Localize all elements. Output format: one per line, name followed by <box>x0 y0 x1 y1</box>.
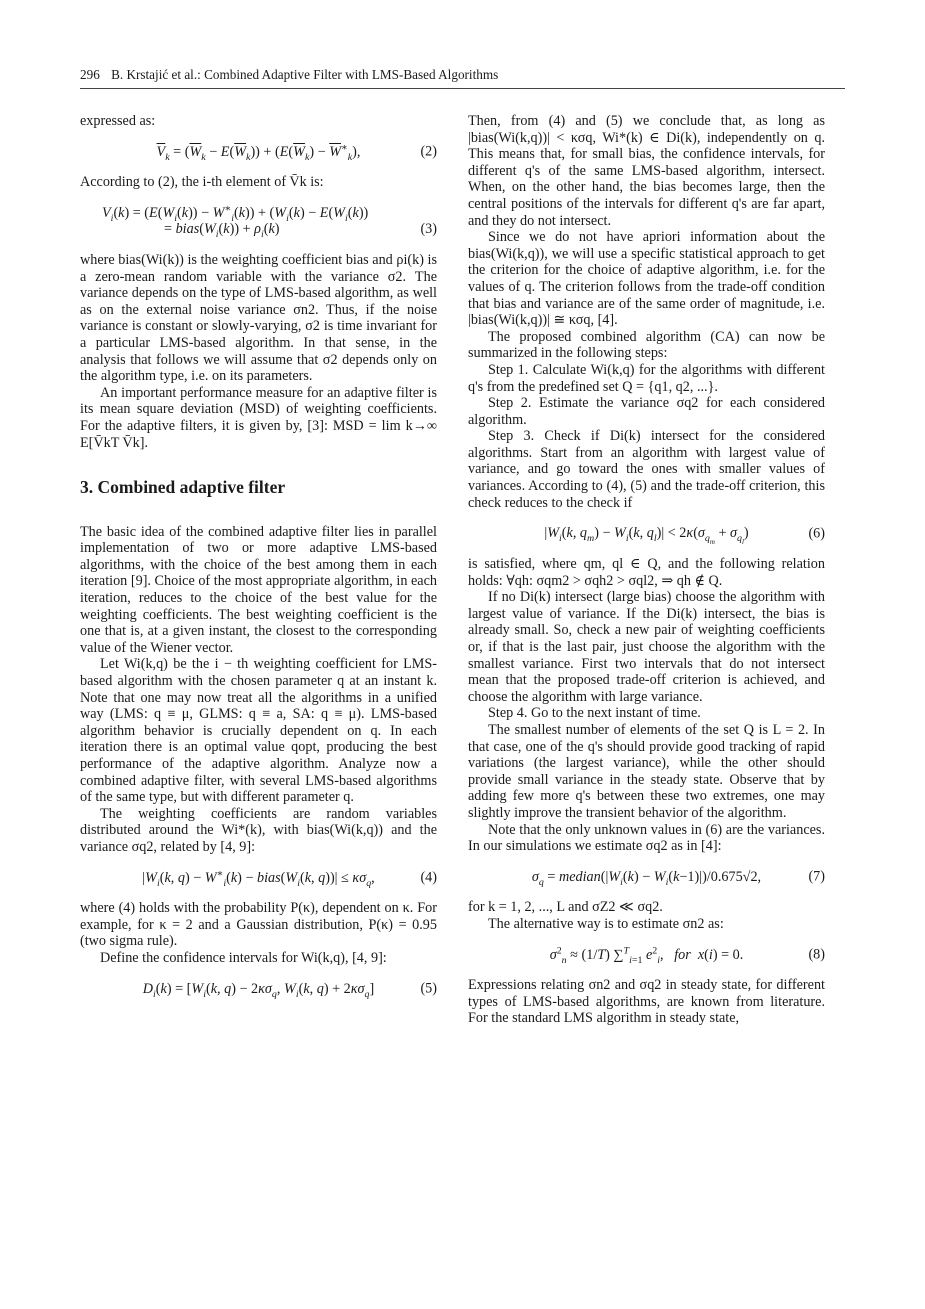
equation-2: $\overline{V}_k = (\overline{W}_k - E(\overline{W}_k)) + (E(\overline{W}_k) - \overline{W}^∗_k)$, (2) <box>156 141 437 163</box>
paragraph: The weighting coefficients are random variables distributed around the Wi*(k), with bias(Wi(k,q)) and the variance σq2, related by [4, 9]: <box>80 805 437 855</box>
left-column <box>80 113 437 1011</box>
equation-number: (3) <box>420 221 437 238</box>
equation-8: $\sigma^2_n \approx (1/T)$ ∑$^T_{i=1}$ $e^2_i$, for x(i) = 0. (8) <box>549 944 825 966</box>
paragraph: for k = 1, 2, ..., L and σZ2 ≪ σq2. <box>468 899 663 916</box>
paragraph: Step 3. Check if Di(k) intersect for the considered algorithms. Start from an algorithm with largest value of variance, and go toward the ones with smaller values of variances. According to (4), (5) and the trade-off criterion, this check reduces to the check if <box>468 428 825 511</box>
equation-number: (2) <box>420 143 437 160</box>
equation-4: $|W_i(k$, $q) - W^∗_i(k)$ − $bias(W_i(k$, $q))| \le \kappa\sigma_q$, (4) <box>142 867 437 889</box>
paragraph: If no Di(k) intersect (large bias) choose the algorithm with largest value of variance. If the Di(k) intersect, the bias is already small. So, check a new pair of weighting coefficients or, if that is the last pair, just choose the algorithm with the smallest variance. First two intervals that do not intersect mean that the proposed trade-off criterion is achieved, and choose the algorithm with large variance. <box>468 589 825 705</box>
section-heading: 3. Combined adaptive filter <box>80 477 286 498</box>
paragraph: Define the confidence intervals for Wi(k,q), [4, 9]: <box>100 949 387 966</box>
paragraph: Expressions relating σn2 and σq2 in steady state, for different types of LMS-based algorithms, are known from literature. For the standard LMS algorithm in steady state, <box>468 977 825 1027</box>
paragraph: Let Wi(k,q) be the i − th weighting coefficient for LMS-based algorithm with the chosen parameter q at an instant k. Note that one may now treat all the algorithms in a unified way (LMS: q ≡ μ, GLMS: q ≡ a, SA: q ≡ μ). LMS-based algorithm behavior is crucially dependent on q. In each iteration there is an optimal value qopt, producing the best performance of the adaptive algorithm. Analyze now a combined adaptive filter, with several LMS-based algorithms of the same type, but with different parameter q. <box>80 656 437 806</box>
paragraph: According to (2), the i-th element of V̄k is: <box>80 174 324 191</box>
header-rule <box>80 88 845 89</box>
paragraph: Step 1. Calculate Wi(k,q) for the algorithms with different q's from the predefined set Q = {q1, q2, ...}. <box>468 361 825 395</box>
equation-number: (5) <box>420 980 437 997</box>
paragraph: The alternative way is to estimate σn2 as: <box>488 915 724 932</box>
equation-number: (6) <box>808 525 825 542</box>
equation-number: (8) <box>808 946 825 963</box>
paragraph: Note that the only unknown values in (6) are the variances. In our simulations we estimate σq2 as in [4]: <box>468 821 825 855</box>
paragraph: An important performance measure for an adaptive filter is its mean square deviation (MSD) of weighting coefficients. For the adaptive filters, it is given by, [3]: MSD = lim k→∞ E[V̄kT V̄k]. <box>80 384 437 451</box>
equation-number: (7) <box>808 868 825 885</box>
equation-3: $V_i(k) = (E(W_i(k)) - W^∗_i(k)) + (W_i(k) - E(W_i(k))$ = $bias(W_i(k)) + \rho_i(k)$ (3) <box>102 203 437 241</box>
equation-number: (4) <box>420 869 437 886</box>
paragraph: Step 4. Go to the next instant of time. <box>488 705 701 722</box>
paragraph: The proposed combined algorithm (CA) can now be summarized in the following steps: <box>468 328 825 362</box>
paragraph: Then, from (4) and (5) we conclude that, as long as |bias(Wi(k,q))| < κσq, Wi*(k) ∈ Di(k), independently on q. This means that, for small bias, the confidence intervals, for different q's of the same LMS-based algorithm, intersect. When, on the other hand, the bias becomes large, then the central positions of the intervals for different q's are far apart, and they do not intersect. <box>468 113 825 229</box>
paragraph: The basic idea of the combined adaptive filter lies in parallel implementation of two or more adaptive LMS-based algorithms, with the choice of the best among them in each iteration [9]. Choice of the most appropriate algorithm, in each iteration, reduces to the choice of the best value for the weighting coefficients. The best weighting coefficient is the one that is, at a given instant, the closest to the corresponding value of the Wiener vector. <box>80 523 437 656</box>
paragraph: where bias(Wi(k)) is the weighting coefficient bias and ρi(k) is a zero-mean random variable with the variance σ2. The variance depends on the type of LMS-based algorithm, as well as on the external noise variance σn2. Thus, if the noise variance is constant or slowly-varying, σ2 is time invariant for a particular LMS-based algorithm. In that sense, in the analysis that follows we will assume that σ2 depends only on the algorithm type, i.e. on its parameters. <box>80 251 437 385</box>
equation-5: $D_i(k) = [W_i(k$, $q) - 2\kappa\sigma_q$, $W_i(k$, $q) + 2\kappa\sigma_q$] (5) <box>142 980 437 1000</box>
paragraph: Since we do not have apriori information about the bias(Wi(k,q)), we will use a specific statistical approach to get the criterion for the choice of adaptive algorithm, i.e. for the values of q. The criterion follows from the trade-off condition that bias and variance are of the same order of magnitude, i.e. |bias(Wi(k,q))| ≅ κσq, [4]. <box>468 229 825 329</box>
paragraph: where (4) holds with the probability P(κ), dependent on κ. For example, for κ = 2 and a Gaussian distribution, P(κ) = 0.95 (two sigma rule). <box>80 900 437 950</box>
paragraph: The smallest number of elements of the set Q is L = 2. In that case, one of the q's should provide good tracking of rapid variations (the largest variance), while the other should provide small variance in the steady state. Observe that by adding few more q's between these two extremes, one may slightly improve the transient behavior of the algorithm. <box>468 722 825 821</box>
paragraph: is satisfied, where qm, ql ∈ Q, and the following relation holds: ∀qh: σqm2 > σqh2 > σql2, ⇒ qh ∉ Q. <box>468 556 825 589</box>
right-column <box>468 113 825 1027</box>
equation-7: $\sigma_q$ = $median(|W_i(k) - W_i(k-1)|)/0.675√2$, (7) <box>531 868 825 888</box>
paragraph: expressed as: <box>80 113 156 129</box>
equation-6: $|W_i(k$, $q_m) - W_i(k$, $q_l)| < 2\kappa(\sigma_{q_m} + \sigma_{q_l})$ (6) <box>544 525 825 547</box>
page-number: 296 <box>80 67 100 82</box>
running-header <box>80 67 845 84</box>
running-title: B. Krstajić et al.: Combined Adaptive Filter with LMS-Based Algorithms <box>111 67 499 82</box>
paragraph: Step 2. Estimate the variance σq2 for each considered algorithm. <box>468 395 825 428</box>
